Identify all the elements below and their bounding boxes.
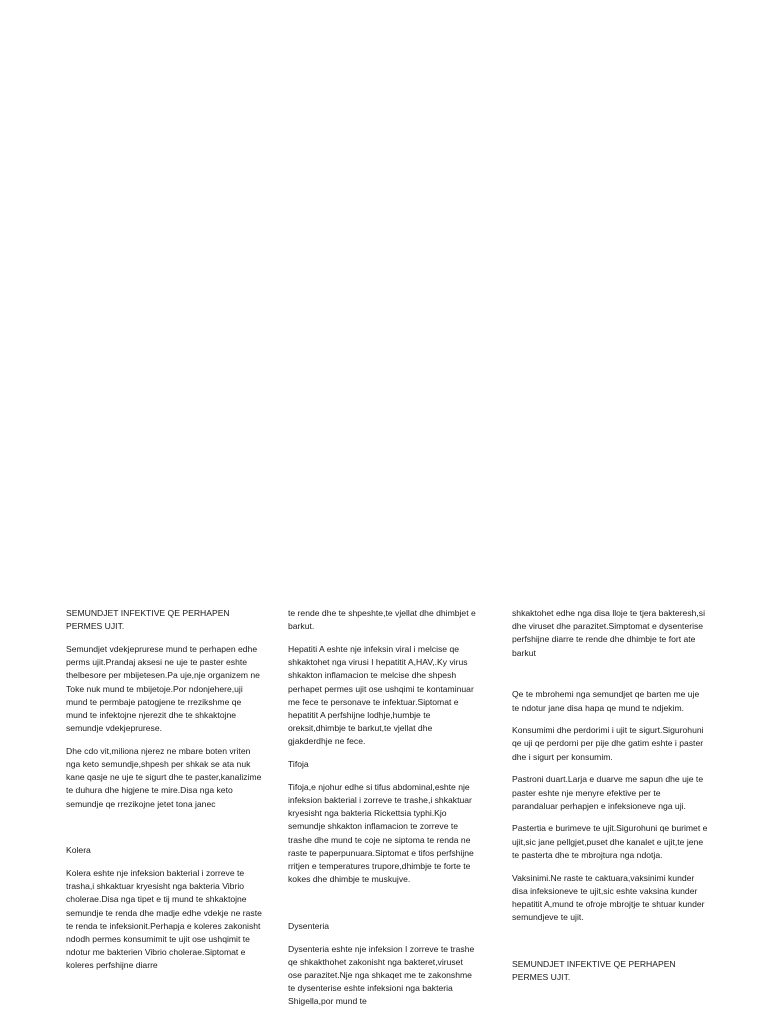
document-title: SEMUNDJET INFEKTIVE QE PERHAPEN PERMES UJIT.	[66, 608, 230, 632]
prevention-water-sources: Pastertia e burimeve te ujit.Sigurohuni qe burimet e ujit,sic jane pellgjet,puset dhe kanalet e ujit,te jene te pasterta dhe te mbrojtura nga ndotja.	[512, 823, 708, 860]
hepatitis-paragraph: Hepatiti A eshte nje infeksin viral i melcise qe shkaktohet nga virusi I hepatitit A,HAV,.Ky virus shkakton inflamacion te melcise dhe shpesh perhapet permes ujit ose ushqimi te kontaminuar me fece te personave te infektuar.Siptomat e hepatitit A perfshijne lodhje,humbje te oreksit,dhimbje te barkut,te vjellat dhe gjakderdhje ne fece.	[288, 643, 474, 747]
tifoja-paragraph: Tifoja,e njohur edhe si tifus abdominal,eshte nje infeksion bakterial i zorreve te trashe,i shkaktuar kryesisht nga bakteria Rickettsia typhi.Kjo semundje shkakton inflamacion te zorreve te trashe dhe mund te coje ne siptoma te renda ne raste te paperpunuara.Siptomat e tifos perfshijne rritjen e temperatures trupore,dhimbje te forte te kokes dhe dhimbje te muskujve.	[288, 781, 474, 885]
section-heading-dysenteria: Dysenteria	[288, 920, 330, 931]
prevention-hand-washing: Pastroni duart.Larja e duarve me sapun dhe uje te paster eshte nje menyre efektive per te parandaluar perhapjen e infeksioneve nga uji.	[512, 774, 704, 811]
footer-title: SEMUNDJET INFEKTIVE QE PERHAPEN PERMES UJIT.	[512, 958, 676, 983]
column-2	[288, 607, 478, 1018]
kolera-paragraph-continued: te rende dhe te shpeshte,te vjellat dhe dhimbjet e barkut.	[288, 608, 476, 632]
section-heading-kolera: Kolera	[66, 845, 91, 856]
prevention-vaccination: Vaksinimi.Ne raste te caktuara,vaksinimi kunder disa infeksioneve te ujit,sic eshte vaksina kunder hepatitit A,mund te ofroje mbrojtje te shtuar kunder semundjeve te ujit.	[512, 872, 705, 923]
intro-paragraph: Semundjet vdekjeprurese mund te perhapen edhe perms ujit.Prandaj aksesi ne uje te paster eshte thelbesore per mbijetesen.Pa uje,nje organizem ne Toke nuk mund te mbijetoje.Por ndonjehere,uji mund te permbaje patogjene te rrezikshme qe mund te infektojne njerezit dhe te shkaktojne semundje vdekjeprurese.	[66, 643, 260, 734]
intro-paragraph-2: Dhe cdo vit,miliona njerez ne mbare boten vriten nga keto semundje,shpesh per shkak se ata nuk kane qasje ne uje te sigurt dhe te paster,kanalizime te duhura dhe higjene te mire.Disa nga keto semundje qe rrezikojne jetet tona janec	[66, 745, 262, 809]
prevention-intro: Qe te mbrohemi nga semundjet qe barten me uje te ndotur jane disa hapa qe mund te ndjekim.	[512, 689, 700, 713]
column-1	[66, 607, 264, 982]
dysenteria-paragraph: Dysenteria eshte nje infeksion I zorreve te trashe qe shkakthohet zakonisht nga bakteret,viruset ose parazitet.Nje nga shkaqet me te zakonshme te dysenterise eshte infeksioni nga bakteria Shigella,por mund te	[288, 943, 475, 1007]
column-3	[512, 607, 708, 994]
section-heading-tifoja: Tifoja	[288, 759, 309, 770]
dysenteria-paragraph-continued: shkaktohet edhe nga disa lloje te tjera bakteresh,si dhe viruset dhe parazitet.Simptomat e dysenterise perfshijne diarre te rende dhe dhimbje te fort ate barkut	[512, 608, 706, 658]
kolera-paragraph: Kolera eshte nje infeksion bakterial i zorreve te trasha,i shkaktuar kryesisht nga bakteria Vibrio cholerae.Disa nga tipet e tij mund te shkaktojne semundje te renda dhe madje edhe vdekje ne raste te renda te infeksionit.Perhapja e koleres zakonisht ndodh permes konsumimit te ujit ose ushqimit te ndotur me bakterien Vibrio cholerae.Siptomat e koleres perfshijne diarre	[66, 868, 262, 971]
prevention-safe-water: Konsumimi dhe perdorimi i ujit te sigurt.Sigurohuni qe uji qe perdorni per pije dhe gatim eshte i paster dhe i sigurt per konsumim.	[512, 725, 704, 762]
